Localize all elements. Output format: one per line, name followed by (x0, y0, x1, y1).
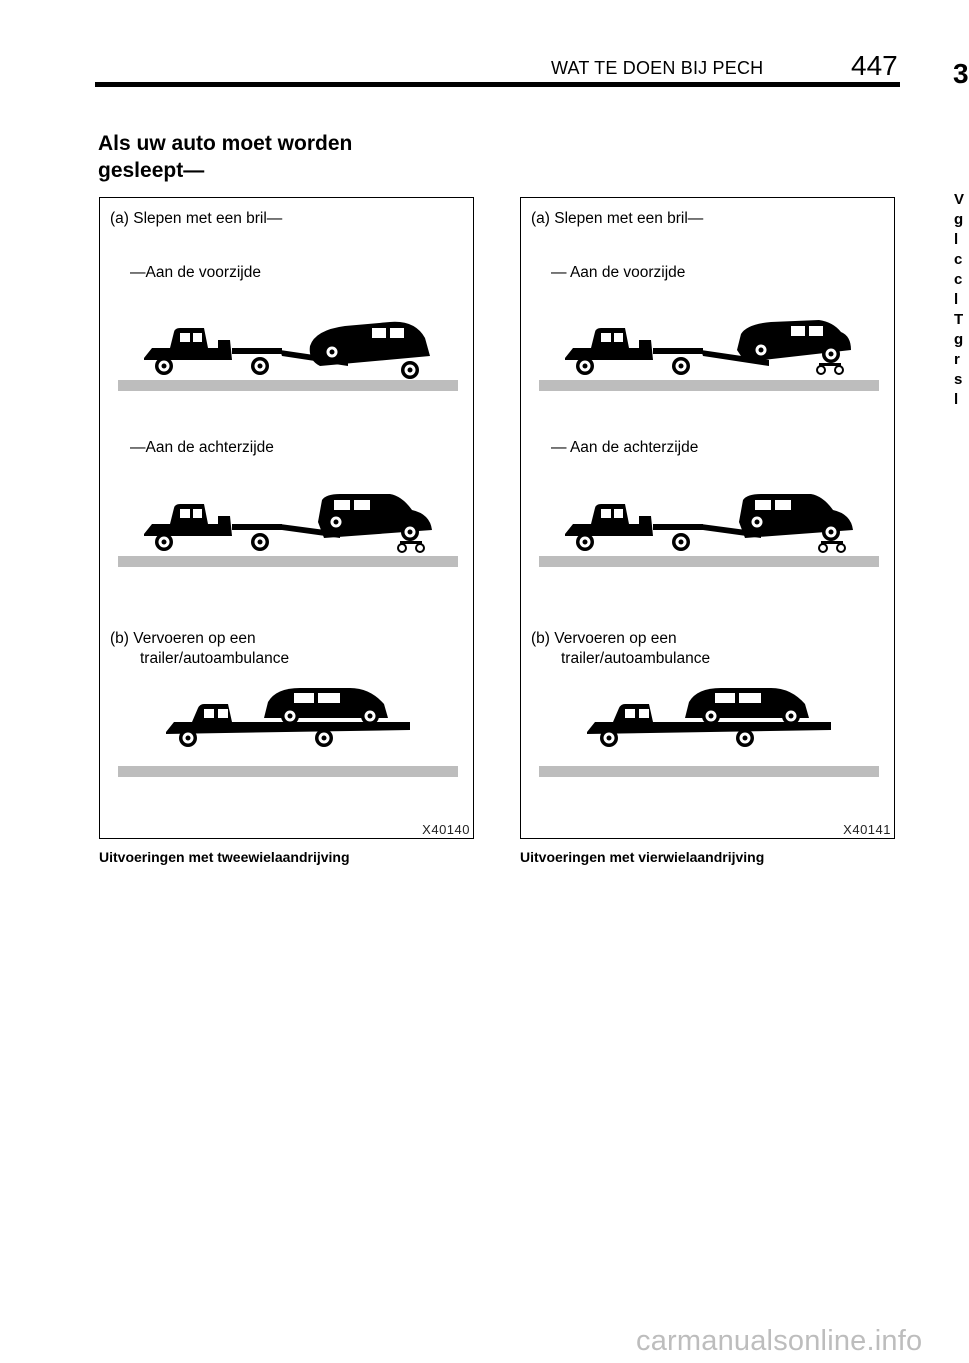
side-letter: l (954, 291, 959, 308)
adjacent-page-strip (954, 190, 964, 410)
side-letter: g (954, 211, 964, 228)
caption-4wd: Uitvoeringen met vierwielaandrijving (520, 849, 765, 865)
label-carrier-line2: trailer/autoambulance (561, 650, 711, 667)
ground-strip (118, 556, 458, 567)
carrier-illustration (160, 682, 460, 762)
ground-strip (118, 380, 458, 391)
label-rear: — Aan de achterzijde (551, 439, 699, 456)
side-letter: l (954, 391, 959, 408)
label-carrier-line2: trailer/autoambulance (140, 650, 290, 667)
ground-strip (539, 380, 879, 391)
header-rule (95, 82, 900, 87)
watermark: carmanualsonline.info (636, 1325, 923, 1357)
carrier-illustration (581, 682, 881, 762)
figure-code: X40141 (843, 822, 891, 837)
figure-code: X40140 (422, 822, 470, 837)
side-letter: l (954, 231, 959, 248)
figure-panel-4wd (520, 197, 895, 839)
ground-strip (539, 766, 879, 777)
ground-strip (539, 556, 879, 567)
label-front: —Aan de voorzijde (130, 264, 261, 281)
caption-2wd: Uitvoeringen met tweewielaandrijving (99, 849, 350, 865)
figure-panel-2wd (99, 197, 474, 839)
label-carrier: (b) Vervoeren op een (110, 630, 256, 647)
label-carrier: (b) Vervoeren op een (531, 630, 677, 647)
page-number: 447 (851, 50, 898, 81)
ground-strip (118, 766, 458, 777)
side-letter: r (954, 351, 960, 368)
label-flat-tow: (a) Slepen met een bril— (531, 210, 704, 227)
section-title: Als uw auto moet worden gesleept— (98, 132, 353, 182)
label-rear: —Aan de achterzijde (130, 439, 274, 456)
side-letter: c (954, 271, 963, 288)
side-letter: T (954, 311, 964, 328)
side-letter: g (954, 331, 964, 348)
side-glyph: 3 (953, 58, 969, 89)
header-title: WAT TE DOEN BIJ PECH (551, 58, 764, 78)
side-letter: c (954, 251, 963, 268)
label-front: — Aan de voorzijde (551, 264, 686, 281)
side-letter: s (954, 371, 963, 388)
label-flat-tow: (a) Slepen met een bril— (110, 210, 283, 227)
side-letter: V (954, 191, 965, 208)
